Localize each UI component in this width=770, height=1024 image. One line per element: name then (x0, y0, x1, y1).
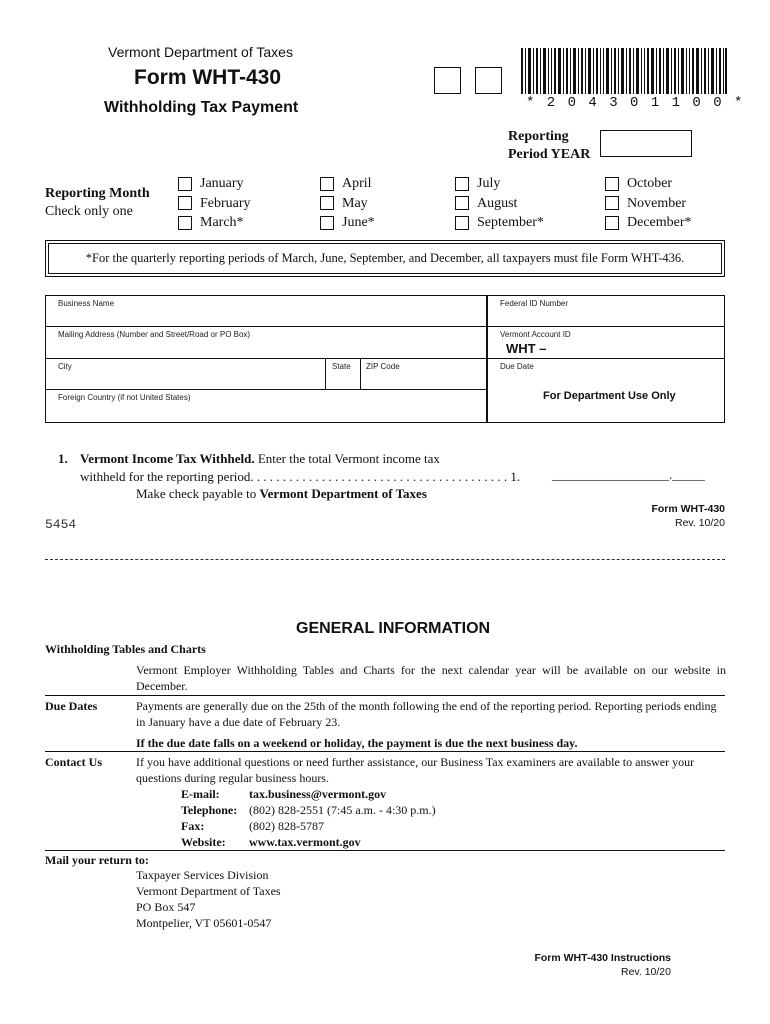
mail-return-label: Mail your return to: (45, 853, 149, 867)
city-field[interactable]: City (58, 362, 72, 371)
line1-text-a: Enter the total Vermont income tax (257, 451, 440, 466)
federal-id-field[interactable]: Federal ID Number (500, 299, 569, 308)
checkbox-icon[interactable] (455, 196, 469, 210)
month-march[interactable]: March* (178, 213, 251, 233)
month-september[interactable]: September* (455, 213, 544, 233)
month-august[interactable]: August (455, 194, 544, 214)
months-col-1 (178, 174, 251, 233)
check-payee: Vermont Department of Taxes (259, 486, 427, 501)
cut-line (45, 559, 725, 560)
checkbox-icon[interactable] (455, 216, 469, 230)
month-october[interactable]: October (605, 174, 692, 194)
form-subtitle: Withholding Tax Payment (104, 99, 299, 116)
rev-top: Rev. 10/20 (674, 517, 725, 529)
department-name: Vermont Department of Taxes (108, 44, 293, 60)
contact-text: If you have additional questions or need further assistance, our Business Tax examiners are available to answer your questions during regular business hours. (136, 755, 695, 785)
fax-label: Fax: (181, 819, 205, 833)
checkbox-icon[interactable] (320, 196, 334, 210)
rev-bottom: Rev. 10/20 (620, 966, 671, 978)
mail-line: Taxpayer Services Division (136, 868, 269, 882)
reporting-month-title: Reporting Month (45, 186, 150, 201)
period-label-line2: Period YEAR (508, 147, 591, 162)
website-label: Website: (181, 835, 226, 849)
mail-line: PO Box 547 (136, 900, 196, 914)
month-june[interactable]: June* (320, 213, 375, 233)
month-april[interactable]: April (320, 174, 375, 194)
scan-box-2[interactable] (475, 67, 502, 94)
month-february[interactable]: February (178, 194, 251, 214)
general-info-heading: GENERAL INFORMATION (296, 620, 491, 637)
due-dates-label: Due Dates (45, 699, 98, 713)
month-november[interactable]: November (605, 194, 692, 214)
barcode-number: * 2 0 4 3 0 1 1 0 0 * (526, 95, 745, 111)
mail-line: Montpelier, VT 05601-0547 (136, 916, 272, 930)
checkbox-icon[interactable] (178, 216, 192, 230)
month-december[interactable]: December* (605, 213, 692, 233)
vermont-account-id-label: Vermont Account ID (500, 330, 571, 339)
foreign-country-field[interactable]: Foreign Country (if not United States) (58, 393, 191, 402)
reporting-month-instruction: Check only one (45, 204, 133, 219)
period-label-line1: Reporting (508, 129, 569, 144)
phone-value: (802) 828-2551 (7:45 a.m. - 4:30 p.m.) (249, 803, 436, 817)
zip-code-field[interactable]: ZIP Code (366, 362, 400, 371)
checkbox-icon[interactable] (320, 216, 334, 230)
checkbox-icon[interactable] (605, 177, 619, 191)
due-dates-text: Payments are generally due on the 25th of the month following the end of the reporting period. Reporting periods ending in January have a due date of February 23. (136, 699, 717, 729)
contact-us-label: Contact Us (45, 755, 102, 769)
withholding-text: Vermont Employer Withholding Tables and Charts for the next calendar year will be available on our website in December. (136, 663, 726, 693)
due-date-label: Due Date (500, 362, 534, 371)
quarterly-notice-box (45, 240, 725, 277)
fax-value: (802) 828-5787 (249, 819, 324, 833)
months-col-3 (455, 174, 544, 233)
mailing-address-field[interactable]: Mailing Address (Number and Street/Road or PO Box) (58, 330, 251, 339)
form-title: Form WHT-430 (134, 66, 282, 89)
mail-line: Vermont Department of Taxes (136, 884, 281, 898)
period-year-input[interactable] (600, 130, 692, 157)
check-prefix: Make check payable to (136, 486, 257, 501)
email-value[interactable]: tax.business@vermont.gov (249, 787, 387, 801)
checkbox-icon[interactable] (605, 196, 619, 210)
line1-amount-input[interactable]: __________________._____ (552, 467, 705, 482)
checkbox-icon[interactable] (605, 216, 619, 230)
state-field[interactable]: State (332, 362, 351, 371)
scan-box-1[interactable] (434, 67, 461, 94)
checkbox-icon[interactable] (178, 177, 192, 191)
line1-title: Vermont Income Tax Withheld. (80, 451, 255, 466)
line1-number: 1. (58, 451, 68, 466)
line1-description (80, 451, 440, 467)
month-may[interactable]: May (320, 194, 375, 214)
quarterly-notice: *For the quarterly reporting periods of March, June, September, and December, all taxpayers must file Form WHT-436. (85, 251, 685, 265)
months-col-2 (320, 174, 375, 233)
wht-prefix[interactable]: WHT – (506, 341, 547, 356)
contact-details (181, 786, 436, 850)
months-col-4 (605, 174, 692, 233)
website-link[interactable]: www.tax.vermont.gov (249, 835, 361, 849)
checkbox-icon[interactable] (320, 177, 334, 191)
phone-label: Telephone: (181, 803, 238, 817)
checkbox-icon[interactable] (455, 177, 469, 191)
line1-text-b: withheld for the reporting period. . . . . . . . . . . . . . . . . . . . . . . . . . . . . . . . . . . . . . . . 1. (80, 469, 521, 484)
department-use-label: For Department Use Only (543, 390, 676, 402)
email-label: E-mail: (181, 787, 220, 801)
checkbox-icon[interactable] (178, 196, 192, 210)
check-payable (136, 486, 427, 502)
month-july[interactable]: July (455, 174, 544, 194)
month-january[interactable]: January (178, 174, 251, 194)
business-name-field[interactable]: Business Name (58, 299, 115, 308)
mail-address (136, 867, 281, 931)
withholding-label: Withholding Tables and Charts (45, 642, 206, 656)
taxpayer-info-grid (45, 295, 725, 423)
period-label (508, 128, 590, 164)
form-id-top: Form WHT-430 (651, 503, 725, 515)
barcode (521, 48, 727, 94)
form-id-bottom: Form WHT-430 Instructions (534, 952, 671, 964)
due-dates-weekend: If the due date falls on a weekend or holiday, the payment is due the next business day. (136, 736, 578, 750)
form-code: 5454 (45, 517, 77, 532)
